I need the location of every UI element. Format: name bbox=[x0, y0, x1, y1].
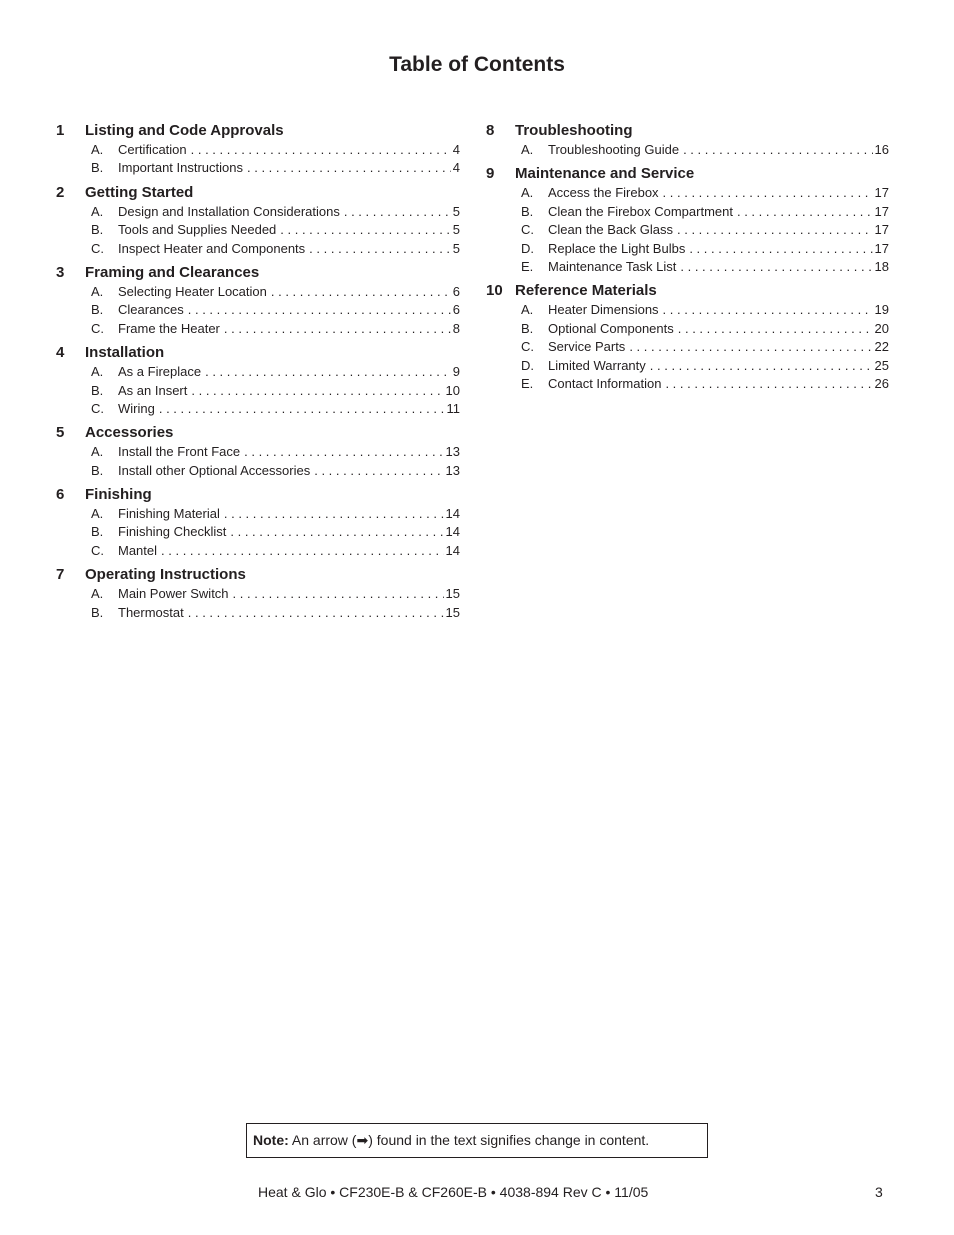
entry-letter: B. bbox=[521, 203, 534, 219]
section-title: Operating Instructions bbox=[85, 566, 246, 584]
toc-entry[interactable] bbox=[56, 400, 460, 418]
entry-page-number: 6 bbox=[452, 302, 460, 318]
entry-title: Clearances bbox=[118, 302, 184, 318]
entry-letter: C. bbox=[91, 320, 104, 336]
entry-page-number: 14 bbox=[445, 542, 460, 558]
toc-left-column bbox=[56, 121, 460, 627]
dot-leader bbox=[247, 159, 451, 177]
entry-letter: A. bbox=[91, 364, 104, 380]
section-title: Framing and Clearances bbox=[85, 263, 260, 281]
entry-letter: B. bbox=[91, 604, 104, 620]
entry-title: Heater Dimensions bbox=[548, 302, 659, 318]
entry-title: Tools and Supplies Needed bbox=[118, 222, 277, 238]
entry-letter: A. bbox=[91, 203, 104, 219]
section-number: 2 bbox=[56, 183, 65, 201]
toc-section bbox=[486, 164, 889, 276]
toc-entry[interactable] bbox=[486, 240, 889, 258]
entry-page-number: 18 bbox=[874, 258, 889, 274]
entry-page-number: 22 bbox=[874, 339, 889, 355]
toc-section bbox=[56, 485, 460, 560]
entry-page-number: 5 bbox=[452, 203, 460, 219]
entry-title: Replace the Light Bulbs bbox=[548, 240, 686, 256]
toc-entry[interactable] bbox=[486, 221, 889, 239]
section-number: 3 bbox=[56, 263, 65, 281]
toc-entry[interactable] bbox=[56, 443, 460, 461]
entry-letter: B. bbox=[91, 160, 104, 176]
dot-leader bbox=[271, 283, 451, 301]
entry-page-number: 11 bbox=[446, 400, 460, 416]
section-heading[interactable] bbox=[56, 485, 460, 505]
section-number: 10 bbox=[486, 282, 503, 300]
footer-text: Heat & Glo • CF230E-B & CF260E-B • 4038-894 Rev C • 11/05 bbox=[258, 1184, 649, 1200]
dot-leader bbox=[344, 203, 451, 221]
dot-leader bbox=[280, 221, 450, 239]
dot-leader bbox=[230, 523, 443, 541]
entry-page-number: 19 bbox=[874, 302, 889, 318]
toc-entry[interactable] bbox=[56, 141, 460, 159]
entry-title: Service Parts bbox=[548, 339, 626, 355]
entry-title: As an Insert bbox=[118, 382, 188, 398]
toc-entry[interactable] bbox=[56, 523, 460, 541]
entry-page-number: 4 bbox=[452, 160, 460, 176]
entry-letter: E. bbox=[521, 258, 534, 274]
section-number: 5 bbox=[56, 424, 65, 442]
section-heading[interactable] bbox=[56, 183, 460, 203]
entry-title: Access the Firebox bbox=[548, 185, 659, 201]
dot-leader bbox=[224, 320, 451, 338]
section-number: 4 bbox=[56, 344, 65, 362]
entry-letter: B. bbox=[91, 462, 104, 478]
dot-leader bbox=[663, 301, 873, 319]
entry-title: Maintenance Task List bbox=[548, 258, 677, 274]
entry-letter: B. bbox=[91, 524, 104, 540]
entry-page-number: 17 bbox=[874, 240, 889, 256]
entry-page-number: 13 bbox=[445, 444, 460, 460]
note-label: Note: bbox=[253, 1132, 289, 1148]
entry-title: Main Power Switch bbox=[118, 586, 229, 602]
toc-section bbox=[56, 423, 460, 480]
section-heading[interactable] bbox=[56, 343, 460, 363]
dot-leader bbox=[737, 203, 873, 221]
dot-leader bbox=[233, 585, 444, 603]
dot-leader bbox=[665, 375, 872, 393]
section-heading[interactable] bbox=[56, 423, 460, 443]
toc-section bbox=[486, 281, 889, 393]
dot-leader bbox=[650, 357, 873, 375]
entry-page-number: 8 bbox=[452, 320, 460, 336]
section-title: Troubleshooting bbox=[515, 122, 633, 139]
toc-entry[interactable] bbox=[56, 203, 460, 221]
dot-leader bbox=[188, 604, 444, 622]
dot-leader bbox=[161, 542, 444, 560]
section-heading[interactable] bbox=[486, 164, 889, 184]
dot-leader bbox=[309, 240, 451, 258]
dot-leader bbox=[629, 338, 872, 356]
section-title: Reference Materials bbox=[515, 282, 657, 300]
entry-page-number: 9 bbox=[452, 364, 460, 380]
section-number: 6 bbox=[56, 486, 65, 504]
section-title: Finishing bbox=[85, 486, 152, 504]
entry-page-number: 4 bbox=[452, 142, 460, 157]
entry-letter: B. bbox=[91, 382, 104, 398]
entry-page-number: 15 bbox=[445, 586, 460, 602]
toc-entry[interactable] bbox=[56, 363, 460, 381]
entry-title: Install the Front Face bbox=[118, 444, 241, 460]
dot-leader bbox=[244, 443, 443, 461]
entry-title: Design and Installation Considerations bbox=[118, 203, 340, 219]
section-number: 1 bbox=[56, 122, 65, 139]
entry-letter: A. bbox=[91, 506, 104, 522]
section-heading[interactable] bbox=[486, 281, 889, 301]
entry-page-number: 17 bbox=[874, 185, 889, 201]
dot-leader bbox=[683, 141, 872, 159]
toc-section bbox=[56, 565, 460, 622]
entry-title: Finishing Material bbox=[118, 506, 220, 522]
entry-title: Troubleshooting Guide bbox=[548, 142, 680, 157]
page-number: 3 bbox=[875, 1184, 883, 1200]
entry-title: Wiring bbox=[118, 400, 155, 416]
page-title: Table of Contents bbox=[389, 53, 565, 76]
entry-page-number: 20 bbox=[874, 320, 889, 336]
entry-page-number: 25 bbox=[874, 357, 889, 373]
toc-right-column bbox=[486, 121, 889, 398]
entry-letter: C. bbox=[91, 240, 104, 256]
entry-page-number: 10 bbox=[445, 382, 460, 398]
toc-entry[interactable] bbox=[56, 159, 460, 177]
dot-leader bbox=[680, 258, 872, 276]
entry-title: Frame the Heater bbox=[118, 320, 220, 336]
toc-entry[interactable] bbox=[486, 258, 889, 276]
entry-letter: C. bbox=[521, 222, 534, 238]
toc-entry[interactable] bbox=[486, 301, 889, 319]
entry-page-number: 6 bbox=[452, 283, 460, 299]
toc-entry[interactable] bbox=[56, 382, 460, 400]
toc-entry[interactable] bbox=[56, 462, 460, 480]
section-heading[interactable] bbox=[486, 121, 889, 141]
toc-section bbox=[56, 263, 460, 338]
entry-letter: B. bbox=[91, 302, 104, 318]
entry-title: Clean the Back Glass bbox=[548, 222, 674, 238]
entry-title: Selecting Heater Location bbox=[118, 283, 267, 299]
toc-entry[interactable] bbox=[56, 585, 460, 603]
entry-title: Thermostat bbox=[118, 604, 184, 620]
dot-leader bbox=[224, 505, 444, 523]
note-text-after: ) found in the text signifies change in content. bbox=[368, 1132, 650, 1148]
toc-section bbox=[56, 121, 460, 178]
toc-entry[interactable] bbox=[56, 240, 460, 258]
dot-leader bbox=[677, 221, 873, 239]
entry-title: Finishing Checklist bbox=[118, 524, 227, 540]
section-title: Maintenance and Service bbox=[515, 165, 695, 183]
toc-entry[interactable] bbox=[56, 221, 460, 239]
entry-page-number: 17 bbox=[874, 222, 889, 238]
entry-page-number: 17 bbox=[874, 203, 889, 219]
entry-letter: A. bbox=[521, 302, 534, 318]
dot-leader bbox=[314, 462, 443, 480]
section-number: 7 bbox=[56, 566, 65, 584]
note-box bbox=[246, 1123, 708, 1158]
entry-title: Optional Components bbox=[548, 320, 674, 336]
entry-letter: A. bbox=[91, 444, 104, 460]
toc-entry[interactable] bbox=[486, 184, 889, 202]
toc-entry[interactable] bbox=[56, 505, 460, 523]
toc-entry[interactable] bbox=[486, 375, 889, 393]
entry-title: Inspect Heater and Components bbox=[118, 240, 306, 256]
entry-title: Certification bbox=[118, 142, 187, 157]
entry-letter: C. bbox=[91, 400, 104, 416]
dot-leader bbox=[689, 240, 872, 258]
section-title: Accessories bbox=[85, 424, 174, 442]
arrow-icon: ➡ bbox=[356, 1132, 369, 1148]
entry-page-number: 5 bbox=[452, 222, 460, 238]
section-title: Getting Started bbox=[85, 183, 194, 201]
section-heading[interactable] bbox=[56, 565, 460, 585]
entry-letter: A. bbox=[521, 185, 534, 201]
entry-page-number: 26 bbox=[874, 375, 889, 391]
entry-title: Install other Optional Accessories bbox=[118, 462, 311, 478]
note-text-before: An arrow ( bbox=[288, 1132, 357, 1148]
entry-page-number: 15 bbox=[445, 604, 460, 620]
entry-page-number: 14 bbox=[445, 524, 460, 540]
toc-entry[interactable] bbox=[486, 338, 889, 356]
section-title: Listing and Code Approvals bbox=[85, 122, 284, 139]
toc-entry[interactable] bbox=[486, 141, 889, 159]
toc-entry[interactable] bbox=[56, 283, 460, 301]
toc-entry[interactable] bbox=[486, 203, 889, 221]
dot-leader bbox=[205, 363, 451, 381]
toc-entry[interactable] bbox=[56, 542, 460, 560]
dot-leader bbox=[678, 320, 873, 338]
toc-entry[interactable] bbox=[56, 320, 460, 338]
dot-leader bbox=[663, 184, 873, 202]
entry-title: As a Fireplace bbox=[118, 364, 202, 380]
entry-letter: A. bbox=[521, 142, 534, 157]
entry-page-number: 5 bbox=[452, 240, 460, 256]
entry-letter: C. bbox=[91, 542, 104, 558]
toc-section bbox=[56, 343, 460, 418]
section-heading[interactable] bbox=[56, 263, 460, 283]
toc-entry[interactable] bbox=[56, 604, 460, 622]
toc-entry[interactable] bbox=[56, 301, 460, 319]
section-number: 9 bbox=[486, 165, 495, 183]
toc-section bbox=[56, 183, 460, 258]
dot-leader bbox=[159, 400, 445, 418]
toc-entry[interactable] bbox=[486, 320, 889, 338]
entry-title: Important Instructions bbox=[118, 160, 243, 176]
section-heading[interactable] bbox=[56, 121, 460, 141]
toc-entry[interactable] bbox=[486, 357, 889, 375]
section-title: Installation bbox=[85, 344, 165, 362]
entry-page-number: 16 bbox=[874, 142, 889, 157]
entry-letter: D. bbox=[521, 357, 534, 373]
entry-page-number: 14 bbox=[445, 506, 460, 522]
entry-title: Limited Warranty bbox=[548, 357, 646, 373]
entry-letter: A. bbox=[91, 283, 104, 299]
entry-letter: C. bbox=[521, 339, 534, 355]
entry-letter: A. bbox=[91, 586, 104, 602]
entry-title: Clean the Firebox Compartment bbox=[548, 203, 733, 219]
section-number: 8 bbox=[486, 122, 495, 139]
entry-letter: A. bbox=[91, 142, 104, 157]
dot-leader bbox=[191, 382, 443, 400]
entry-title: Contact Information bbox=[548, 375, 662, 391]
entry-page-number: 13 bbox=[445, 462, 460, 478]
entry-letter: B. bbox=[91, 222, 104, 238]
entry-letter: D. bbox=[521, 240, 534, 256]
toc-section bbox=[486, 121, 889, 159]
dot-leader bbox=[188, 301, 451, 319]
entry-letter: B. bbox=[521, 320, 534, 336]
dot-leader bbox=[191, 141, 451, 159]
entry-title: Mantel bbox=[118, 542, 158, 558]
entry-letter: E. bbox=[521, 375, 534, 391]
